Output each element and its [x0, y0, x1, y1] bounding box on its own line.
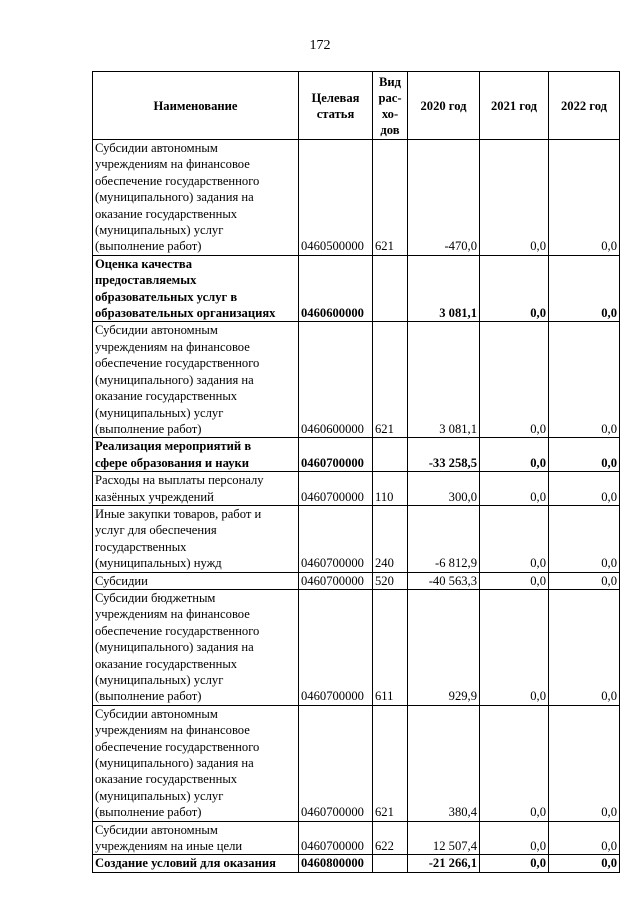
row-value-2022: 0,0	[549, 322, 620, 438]
row-target-code: 0460700000	[299, 589, 373, 705]
row-target-code: 0460800000	[299, 855, 373, 872]
table-row	[93, 140, 620, 256]
row-name-line: обеспечение государственного	[95, 356, 260, 371]
row-value-2022: 0,0	[549, 472, 620, 506]
table-row	[93, 572, 620, 589]
row-name-line: Субсидии автономным	[95, 822, 218, 837]
row-name-line: образовательных организациях	[95, 306, 276, 321]
row-name-line: (муниципального) задания на	[95, 190, 254, 205]
row-value-2022: 0,0	[549, 438, 620, 472]
row-name	[93, 255, 299, 322]
row-name-line: (муниципальных) услуг	[95, 788, 224, 803]
row-name-line: Оценка качества	[95, 256, 192, 271]
row-value-2021: 0,0	[480, 821, 549, 855]
row-name-line: предоставляемых	[95, 273, 197, 288]
row-name-line: Создание условий для оказания	[95, 856, 276, 871]
row-name-line: Субсидии автономным	[95, 323, 218, 338]
table-header-row	[93, 72, 620, 140]
table-row	[93, 255, 620, 322]
row-name-line: Субсидии автономным	[95, 141, 218, 155]
row-value-2021: 0,0	[480, 472, 549, 506]
row-target-code: 0460700000	[299, 505, 373, 572]
row-target-code: 0460500000	[299, 140, 373, 256]
row-value-2020: 380,4	[408, 705, 480, 821]
row-value-2020: 3 081,1	[408, 322, 480, 438]
row-name-line: учреждениям на финансовое	[95, 157, 250, 172]
row-value-2020: -6 812,9	[408, 505, 480, 572]
row-target-code: 0460700000	[299, 821, 373, 855]
row-value-2022: 0,0	[549, 589, 620, 705]
row-expense-type	[373, 438, 408, 472]
row-name-line: (выполнение работ)	[95, 421, 202, 436]
row-target-code: 0460700000	[299, 705, 373, 821]
row-value-2022: 0,0	[549, 821, 620, 855]
header-vid-line: дов	[380, 122, 400, 137]
row-name-line: Реализация мероприятий в	[95, 439, 252, 454]
row-name-line: Расходы на выплаты персоналу	[95, 473, 264, 488]
table-row	[93, 322, 620, 438]
row-name-line: обеспечение государственного	[95, 173, 260, 188]
row-name	[93, 505, 299, 572]
row-value-2022: 0,0	[549, 855, 620, 872]
row-expense-type: 621	[373, 322, 408, 438]
row-name-line: (муниципальных) нужд	[95, 556, 222, 571]
row-expense-type: 621	[373, 140, 408, 256]
row-value-2020: 12 507,4	[408, 821, 480, 855]
header-target-line: Целевая	[311, 90, 360, 105]
row-name-line: оказание государственных	[95, 389, 238, 404]
row-name-line: (выполнение работ)	[95, 805, 202, 820]
row-target-code: 0460600000	[299, 255, 373, 322]
row-expense-type: 611	[373, 589, 408, 705]
row-value-2021: 0,0	[480, 140, 549, 256]
table-row	[93, 589, 620, 705]
row-name-line: Субсидии	[95, 573, 148, 588]
row-name-line: (муниципальных) услуг	[95, 223, 224, 238]
table-row	[93, 505, 620, 572]
table-row	[93, 438, 620, 472]
row-value-2021: 0,0	[480, 255, 549, 322]
row-name-line: (выполнение работ)	[95, 689, 202, 704]
row-name-line: оказание государственных	[95, 656, 238, 671]
row-name-line: (муниципального) задания на	[95, 756, 254, 771]
header-2020: 2020 год	[408, 72, 480, 140]
row-name	[93, 855, 299, 872]
row-expense-type	[373, 855, 408, 872]
row-value-2021: 0,0	[480, 438, 549, 472]
row-name-line: сфере образования и науки	[95, 455, 250, 470]
row-value-2022: 0,0	[549, 255, 620, 322]
row-value-2020: -470,0	[408, 140, 480, 256]
row-name	[93, 572, 299, 589]
row-name-line: государственных	[95, 539, 187, 554]
row-value-2020: 3 081,1	[408, 255, 480, 322]
row-name-line: Субсидии автономным	[95, 706, 218, 721]
row-name-line: учреждениям на финансовое	[95, 723, 250, 738]
header-target	[299, 72, 373, 140]
row-name-line: оказание государственных	[95, 772, 238, 787]
row-name-line: (муниципальных) услуг	[95, 405, 224, 420]
row-name-line: образовательных услуг в	[95, 289, 238, 304]
row-target-code: 0460600000	[299, 322, 373, 438]
row-value-2022: 0,0	[549, 140, 620, 256]
row-expense-type: 622	[373, 821, 408, 855]
row-target-code: 0460700000	[299, 572, 373, 589]
row-name	[93, 438, 299, 472]
table-body	[93, 140, 620, 873]
row-name	[93, 589, 299, 705]
row-name-line: Иные закупки товаров, работ и	[95, 506, 262, 521]
row-expense-type: 520	[373, 572, 408, 589]
row-name	[93, 821, 299, 855]
budget-table	[92, 71, 620, 873]
table-row	[93, 821, 620, 855]
row-value-2020: 300,0	[408, 472, 480, 506]
row-name	[93, 140, 299, 256]
header-vid	[373, 72, 408, 140]
row-name-line: (выполнение работ)	[95, 239, 202, 254]
row-name-line: (муниципального) задания на	[95, 640, 254, 655]
row-value-2022: 0,0	[549, 505, 620, 572]
row-name-line: оказание государственных	[95, 206, 238, 221]
header-2022: 2022 год	[549, 72, 620, 140]
row-value-2020: -21 266,1	[408, 855, 480, 872]
row-value-2020: -40 563,3	[408, 572, 480, 589]
table-row	[93, 472, 620, 506]
row-value-2021: 0,0	[480, 322, 549, 438]
row-name-line: учреждениям на иные цели	[95, 839, 243, 854]
row-value-2021: 0,0	[480, 505, 549, 572]
row-name-line: (муниципального) задания на	[95, 372, 254, 387]
row-expense-type: 110	[373, 472, 408, 506]
header-vid-line: Вид	[378, 74, 402, 89]
row-value-2020: -33 258,5	[408, 438, 480, 472]
row-name	[93, 322, 299, 438]
row-value-2021: 0,0	[480, 572, 549, 589]
page-number: 172	[309, 38, 331, 53]
header-2021: 2021 год	[480, 72, 549, 140]
row-expense-type: 621	[373, 705, 408, 821]
row-value-2022: 0,0	[549, 705, 620, 821]
row-target-code: 0460700000	[299, 438, 373, 472]
header-target-line: статья	[316, 106, 355, 121]
header-vid-line: рас-	[378, 90, 402, 105]
row-value-2021: 0,0	[480, 705, 549, 821]
table-row	[93, 855, 620, 872]
row-target-code: 0460700000	[299, 472, 373, 506]
row-name-line: услуг для обеспечения	[95, 523, 217, 538]
row-expense-type: 240	[373, 505, 408, 572]
row-name	[93, 472, 299, 506]
row-value-2022: 0,0	[549, 572, 620, 589]
row-value-2021: 0,0	[480, 589, 549, 705]
row-name-line: учреждениям на финансовое	[95, 339, 250, 354]
row-name	[93, 705, 299, 821]
header-vid-line: хо-	[381, 106, 399, 121]
row-name-line: обеспечение государственного	[95, 623, 260, 638]
row-name-line: обеспечение государственного	[95, 739, 260, 754]
row-name-line: Субсидии бюджетным	[95, 590, 216, 605]
row-name-line: (муниципальных) услуг	[95, 673, 224, 687]
row-value-2020: 929,9	[408, 589, 480, 705]
row-expense-type	[373, 255, 408, 322]
row-name-line: казённых учреждений	[95, 489, 214, 504]
row-name-line: учреждениям на финансовое	[95, 607, 250, 622]
row-value-2021: 0,0	[480, 855, 549, 872]
table-row	[93, 705, 620, 821]
header-name: Наименование	[93, 72, 299, 140]
